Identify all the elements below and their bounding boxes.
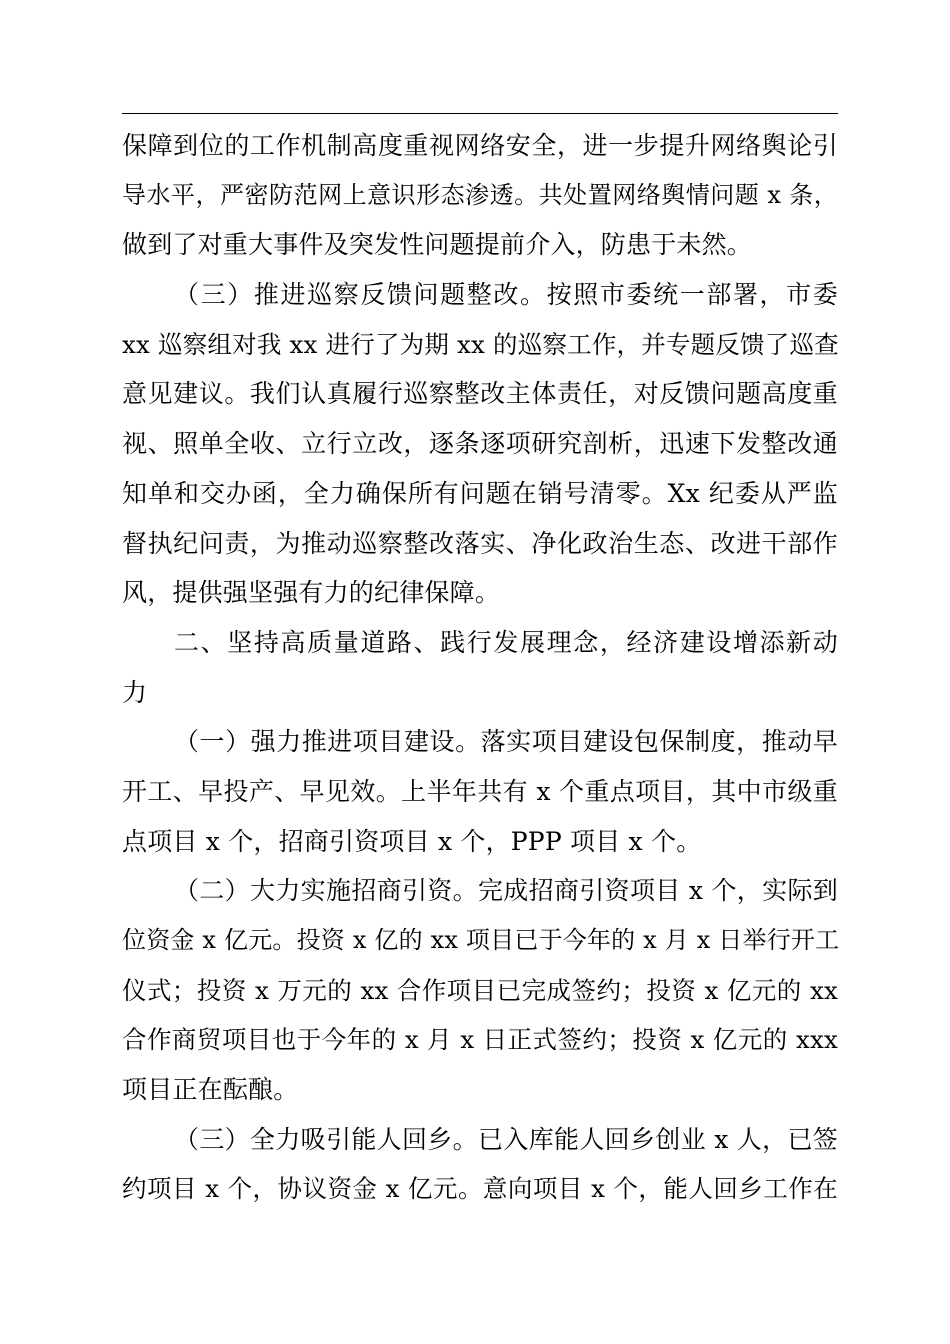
text-line: 做到了对重大事件及突发性问题提前介入，防患于未然。 <box>122 230 753 260</box>
text-line: 合作商贸项目也于今年的 x 月 x 日正式签约；投资 x 亿元的 xxx <box>122 1025 838 1055</box>
text-line: xx 巡察组对我 xx 进行了为期 xx 的巡察工作，并专题反馈了巡查 <box>122 329 839 359</box>
text-line: 知单和交办函，全力确保所有问题在销号清零。Xx 纪委从严监 <box>122 478 838 508</box>
text-line: 约项目 x 个，协议资金 x 亿元。意向项目 x 个，能人回乡工作在 <box>122 1174 838 1204</box>
text-line: （三）全力吸引能人回乡。已入库能人回乡创业 x 人，已签 <box>174 1124 838 1154</box>
text-line: （二）大力实施招商引资。完成招商引资项目 x 个，实际到 <box>174 876 838 906</box>
text-line: 开工、早投产、早见效。上半年共有 x 个重点项目，其中市级重 <box>122 776 838 806</box>
text-line: 督执纪问责，为推动巡察整改落实、净化政治生态、改进干部作 <box>122 528 838 558</box>
text-line: 仪式；投资 x 万元的 xx 合作项目已完成签约；投资 x 亿元的 xx <box>122 975 838 1005</box>
text-line: 二、坚持高质量道路、践行发展理念，经济建设增添新动 <box>174 627 838 657</box>
text-line: 保障到位的工作机制高度重视网络安全，进一步提升网络舆论引 <box>122 131 838 160</box>
text-line: 点项目 x 个，招商引资项目 x 个，PPP 项目 x 个。 <box>122 826 702 856</box>
document-body <box>122 121 838 1214</box>
text-line: 意见建议。我们认真履行巡察整改主体责任，对反馈问题高度重 <box>122 379 838 409</box>
header-rule <box>122 113 838 114</box>
text-line: 导水平，严密防范网上意识形态渗透。共处置网络舆情问题 x 条， <box>122 180 838 209</box>
text-line: （三）推进巡察反馈问题整改。按照市委统一部署，市委 <box>174 280 838 310</box>
text-line: 力 <box>122 677 148 707</box>
text-line: （一）强力推进项目建设。落实项目建设包保制度，推动早 <box>174 727 838 757</box>
text-line: 项目正在酝酿。 <box>122 1075 299 1105</box>
text-line: 视、照单全收、立行立改，逐条逐项研究剖析，迅速下发整改通 <box>122 429 838 459</box>
text-line: 风，提供强坚强有力的纪律保障。 <box>122 578 501 608</box>
text-line: 位资金 x 亿元。投资 x 亿的 xx 项目已于今年的 x 月 x 日举行开工 <box>122 926 840 954</box>
